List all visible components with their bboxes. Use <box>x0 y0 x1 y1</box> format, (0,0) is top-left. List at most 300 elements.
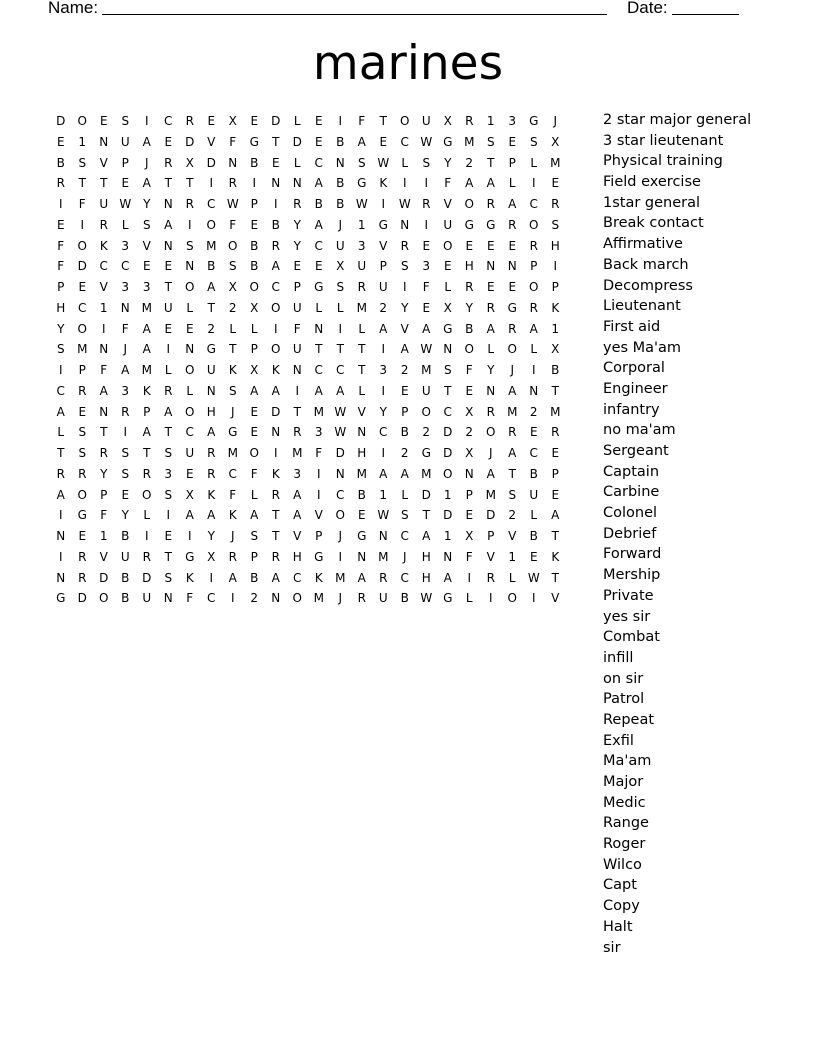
grid-row <box>50 153 566 174</box>
grid-letter: E <box>142 259 151 274</box>
grid-letter: V <box>400 321 409 336</box>
grid-letter: R <box>207 466 216 481</box>
grid-letter: O <box>421 404 431 419</box>
grid-letter: X <box>228 280 237 294</box>
grid-letter: E <box>508 134 517 149</box>
grid-letter: U <box>163 300 173 315</box>
grid-letter: 2 <box>250 591 259 606</box>
grid-letter: U <box>378 280 388 294</box>
grid-letter: J <box>553 114 558 128</box>
grid-row <box>50 173 566 194</box>
grid-letter: T <box>57 446 65 460</box>
grid-letter: G <box>357 529 367 543</box>
grid-letter: U <box>142 591 152 606</box>
grid-letter: R <box>78 466 87 481</box>
grid-letter: N <box>292 176 302 191</box>
grid-letter: 3 <box>142 280 151 294</box>
grid-letter: I <box>338 114 343 128</box>
grid-letter: T <box>444 383 452 398</box>
grid-letter: I <box>531 591 536 606</box>
grid-letter: N <box>314 321 324 336</box>
grid-letter: E <box>56 134 65 149</box>
grid-letter: U <box>529 487 539 502</box>
grid-row <box>50 588 566 609</box>
grid-letter: P <box>315 529 323 543</box>
grid-letter: I <box>209 176 214 191</box>
grid-letter: U <box>357 259 367 274</box>
word-list-item: Affirmative <box>603 236 683 253</box>
grid-letter: N <box>335 155 345 170</box>
grid-letter: I <box>424 217 429 232</box>
grid-letter: C <box>314 155 323 170</box>
grid-letter: I <box>187 529 192 543</box>
grid-letter: H <box>357 446 367 460</box>
grid-letter: Y <box>444 155 452 170</box>
grid-letter: A <box>400 342 409 357</box>
grid-letter: A <box>422 529 431 543</box>
grid-letter: G <box>464 217 474 232</box>
grid-letter: B <box>250 238 259 253</box>
grid-letter: R <box>228 549 237 564</box>
word-list-item: Combat <box>603 629 660 646</box>
grid-letter: D <box>271 404 281 419</box>
grid-letter: M <box>77 342 88 357</box>
grid-letter: K <box>207 487 216 502</box>
word-list-item: Copy <box>603 898 640 915</box>
grid-letter: O <box>185 404 195 419</box>
grid-letter: O <box>292 591 302 606</box>
grid-letter: U <box>206 363 216 377</box>
grid-letter: 1 <box>99 529 108 543</box>
grid-letter: H <box>206 404 216 419</box>
grid-letter: P <box>78 363 86 377</box>
grid-letter: E <box>314 114 323 128</box>
grid-row <box>50 215 566 236</box>
grid-letter: S <box>508 487 517 502</box>
grid-letter: 3 <box>121 383 130 398</box>
grid-letter: N <box>357 549 367 564</box>
grid-letter: D <box>206 155 216 170</box>
grid-letter: I <box>338 321 343 336</box>
grid-letter: A <box>486 321 495 336</box>
grid-letter: E <box>250 217 259 232</box>
grid-letter: L <box>336 300 344 315</box>
grid-letter: E <box>551 446 560 460</box>
grid-letter: I <box>424 176 429 191</box>
grid-letter: D <box>443 446 453 460</box>
grid-letter: P <box>293 280 301 294</box>
grid-letter: 2 <box>529 404 538 419</box>
word-list-item: Halt <box>603 918 633 935</box>
grid-letter: L <box>121 217 129 232</box>
grid-letter: L <box>487 342 495 357</box>
grid-letter: E <box>551 487 560 502</box>
grid-letter: A <box>443 570 452 585</box>
grid-letter: S <box>551 217 560 232</box>
grid-letter: I <box>273 446 278 460</box>
grid-letter: L <box>530 155 538 170</box>
grid-letter: R <box>271 549 280 564</box>
grid-letter: I <box>316 487 321 502</box>
grid-letter: A <box>293 487 302 502</box>
grid-letter: P <box>121 155 129 170</box>
grid-letter: C <box>314 238 323 253</box>
grid-letter: C <box>271 280 280 294</box>
grid-letter: 2 <box>400 363 409 377</box>
grid-letter: V <box>508 529 517 543</box>
grid-letter: I <box>381 446 386 460</box>
word-list-item: Major <box>603 774 644 790</box>
grid-letter: V <box>142 238 151 253</box>
grid-letter: D <box>185 134 195 149</box>
grid-letter: E <box>400 383 409 398</box>
grid-letter: O <box>271 300 281 315</box>
grid-row <box>50 547 566 568</box>
grid-letter: E <box>250 114 259 128</box>
grid-letter: S <box>78 155 87 170</box>
grid-letter: R <box>56 176 65 191</box>
grid-letter: A <box>422 321 431 336</box>
grid-letter: G <box>443 591 453 606</box>
name-label: Name: <box>48 0 99 17</box>
grid-letter: C <box>164 114 173 128</box>
grid-letter: F <box>121 321 129 336</box>
grid-letter: R <box>164 383 173 398</box>
grid-letter: R <box>508 425 517 440</box>
grid-letter: S <box>121 446 130 460</box>
grid-letter: X <box>185 155 194 170</box>
grid-letter: B <box>271 217 280 232</box>
grid-letter: I <box>80 217 85 232</box>
grid-letter: M <box>421 466 432 481</box>
grid-letter: V <box>551 591 560 606</box>
grid-letter: D <box>77 259 87 274</box>
grid-letter: M <box>292 446 303 460</box>
grid-letter: N <box>185 342 195 357</box>
word-list-item: Debrief <box>603 525 657 542</box>
grid-letter: A <box>486 466 495 481</box>
grid-letter: U <box>120 134 130 149</box>
grid-letter: N <box>378 529 388 543</box>
grid-letter: A <box>508 446 517 460</box>
grid-letter: R <box>465 280 474 294</box>
grid-letter: K <box>271 466 280 481</box>
grid-letter: S <box>250 529 259 543</box>
grid-letter: R <box>78 549 87 564</box>
puzzle-title: marines <box>312 36 504 91</box>
grid-letter: W <box>355 197 368 211</box>
grid-letter: L <box>465 591 473 606</box>
grid-letter: P <box>100 487 108 502</box>
word-list-item: Private <box>603 587 654 604</box>
grid-letter: 3 <box>121 280 130 294</box>
grid-letter: E <box>164 259 173 274</box>
grid-letter: C <box>400 529 409 543</box>
grid-letter: J <box>230 529 235 543</box>
grid-letter: O <box>443 238 453 253</box>
grid-letter: J <box>488 446 493 460</box>
grid-letter: A <box>271 383 280 398</box>
grid-letter: O <box>99 591 109 606</box>
grid-letter: A <box>56 404 65 419</box>
grid-letter: H <box>421 570 431 585</box>
grid-letter: F <box>465 549 473 564</box>
grid-letter: R <box>357 280 366 294</box>
grid-letter: L <box>250 487 258 502</box>
grid-letter: H <box>421 549 431 564</box>
grid-letter: Y <box>401 300 409 315</box>
grid-letter: M <box>356 466 367 481</box>
word-list-item: Wilco <box>603 856 642 873</box>
grid-letter: G <box>357 176 367 191</box>
grid-row <box>50 256 566 277</box>
grid-letter: A <box>207 425 216 440</box>
grid-letter: F <box>229 487 237 502</box>
grid-letter: A <box>529 321 538 336</box>
grid-letter: K <box>271 363 280 377</box>
grid-letter: N <box>271 176 281 191</box>
grid-letter: I <box>553 259 558 274</box>
grid-letter: A <box>56 487 65 502</box>
grid-letter: N <box>443 342 453 357</box>
word-list-item: Forward <box>603 546 662 563</box>
grid-letter: S <box>78 446 87 460</box>
grid-letter: M <box>141 363 152 377</box>
grid-letter: B <box>357 487 366 502</box>
grid-letter: W <box>420 591 433 606</box>
grid-letter: C <box>529 197 538 211</box>
grid-letter: 1 <box>379 487 388 502</box>
grid-letter: E <box>99 114 108 128</box>
grid-letter: I <box>467 570 472 585</box>
grid-letter: O <box>249 280 259 294</box>
grid-letter: E <box>529 425 538 440</box>
grid-letter: I <box>531 176 536 191</box>
grid-letter: B <box>250 155 259 170</box>
word-list-item: Decompress <box>603 277 693 294</box>
grid-letter: N <box>271 591 281 606</box>
grid-letter: E <box>465 383 474 398</box>
grid-letter: E <box>164 529 173 543</box>
grid-letter: J <box>123 342 128 357</box>
grid-letter: O <box>77 321 87 336</box>
word-list <box>603 110 751 958</box>
grid-letter: D <box>271 114 281 128</box>
grid-letter: O <box>335 508 345 523</box>
name-blank-line[interactable] <box>102 14 607 15</box>
grid-letter: O <box>271 342 281 357</box>
grid-letter: D <box>292 134 302 149</box>
grid-letter: 3 <box>293 466 302 481</box>
grid-row <box>50 422 566 443</box>
grid-letter: X <box>465 446 474 460</box>
grid-letter: T <box>358 363 366 377</box>
word-list-item: Physical training <box>603 153 723 170</box>
grid-letter: H <box>56 300 66 315</box>
grid-letter: D <box>77 591 87 606</box>
grid-letter: A <box>379 466 388 481</box>
grid-letter: Y <box>379 404 387 419</box>
grid-letter: O <box>228 238 238 253</box>
grid-letter: H <box>550 238 560 253</box>
grid-letter: B <box>121 591 130 606</box>
grid-letter: S <box>400 508 409 523</box>
grid-letter: C <box>228 466 237 481</box>
grid-letter: I <box>123 425 128 440</box>
grid-letter: N <box>443 549 453 564</box>
grid-row <box>50 236 566 257</box>
grid-letter: U <box>421 114 431 128</box>
grid-letter: I <box>381 342 386 357</box>
grid-letter: E <box>78 404 87 419</box>
grid-letter: 3 <box>164 466 173 481</box>
grid-letter: N <box>529 383 539 398</box>
grid-letter: A <box>121 363 130 377</box>
grid-letter: D <box>335 446 345 460</box>
grid-letter: 2 <box>508 508 517 523</box>
grid-letter: I <box>338 549 343 564</box>
grid-letter: I <box>402 280 407 294</box>
grid-letter: F <box>444 176 452 191</box>
grid-letter: E <box>78 280 87 294</box>
grid-letter: S <box>164 446 173 460</box>
grid-letter: L <box>293 114 301 128</box>
grid-letter: T <box>143 446 151 460</box>
grid-letter: R <box>99 446 108 460</box>
grid-letter: E <box>121 176 130 191</box>
grid-letter: X <box>336 259 345 274</box>
grid-letter: G <box>249 134 259 149</box>
grid-letter: L <box>358 383 366 398</box>
grid-letter: I <box>273 321 278 336</box>
grid-row <box>50 194 566 215</box>
grid-letter: L <box>57 425 65 440</box>
grid-letter: K <box>551 549 560 564</box>
grid-letter: L <box>508 176 516 191</box>
grid-letter: I <box>166 508 171 523</box>
grid-letter: H <box>464 259 474 274</box>
grid-letter: N <box>99 404 109 419</box>
grid-letter: T <box>164 176 172 191</box>
grid-letter: R <box>293 425 302 440</box>
grid-letter: S <box>228 259 237 274</box>
grid-letter: S <box>142 217 151 232</box>
grid-letter: S <box>529 134 538 149</box>
grid-letter: N <box>400 217 410 232</box>
grid-letter: N <box>99 342 109 357</box>
grid-letter: M <box>141 300 152 315</box>
grid-row <box>50 277 566 298</box>
grid-letter: A <box>400 466 409 481</box>
grid-letter: B <box>465 321 474 336</box>
word-list-item: First aid <box>603 318 661 335</box>
grid-letter: L <box>164 363 172 377</box>
date-blank-line[interactable] <box>672 14 739 15</box>
grid-letter: I <box>58 549 63 564</box>
word-list-item: on sir <box>603 670 644 687</box>
grid-letter: N <box>292 363 302 377</box>
grid-letter: S <box>185 238 194 253</box>
grid-letter: Y <box>293 217 301 232</box>
grid-letter: X <box>551 134 560 149</box>
grid-letter: O <box>529 217 539 232</box>
grid-letter: A <box>164 404 173 419</box>
word-list-item: Ma'am <box>603 753 652 770</box>
grid-letter: B <box>336 197 345 211</box>
grid-letter: B <box>551 363 560 377</box>
grid-letter: D <box>443 425 453 440</box>
grid-letter: E <box>121 487 130 502</box>
grid-letter: A <box>379 321 388 336</box>
grid-row <box>50 485 566 506</box>
word-list-item: Sergeant <box>603 443 669 459</box>
grid-letter: A <box>207 508 216 523</box>
grid-letter: D <box>56 114 66 128</box>
grid-letter: U <box>292 300 302 315</box>
letter-grid <box>50 111 566 609</box>
grid-letter: G <box>443 321 453 336</box>
grid-letter: R <box>486 300 495 315</box>
grid-letter: R <box>486 197 495 211</box>
grid-letter: R <box>228 176 237 191</box>
word-list-item: Corporal <box>603 360 665 377</box>
grid-row <box>50 339 566 360</box>
word-list-item: infantry <box>603 401 660 418</box>
grid-letter: O <box>77 114 87 128</box>
grid-letter: E <box>486 280 495 294</box>
grid-letter: V <box>293 529 302 543</box>
grid-letter: F <box>186 591 194 606</box>
grid-letter: G <box>529 114 539 128</box>
grid-letter: G <box>314 549 324 564</box>
grid-letter: I <box>381 197 386 211</box>
grid-letter: S <box>164 487 173 502</box>
grid-letter: U <box>120 549 130 564</box>
grid-letter: Y <box>465 300 473 315</box>
word-list-item: Repeat <box>603 711 655 728</box>
grid-letter: M <box>550 404 561 419</box>
grid-letter: J <box>230 404 235 419</box>
grid-letter: B <box>400 425 409 440</box>
grid-letter: I <box>58 508 63 523</box>
grid-letter: V <box>99 280 108 294</box>
grid-letter: S <box>121 114 130 128</box>
grid-letter: I <box>101 321 106 336</box>
grid-letter: X <box>185 487 194 502</box>
grid-letter: W <box>527 570 540 585</box>
grid-letter: T <box>164 425 172 440</box>
grid-letter: O <box>185 280 195 294</box>
grid-letter: V <box>99 549 108 564</box>
grid-letter: P <box>508 155 516 170</box>
grid-letter: O <box>77 487 87 502</box>
grid-letter: W <box>398 197 411 211</box>
grid-row <box>50 298 566 319</box>
grid-letter: O <box>529 280 539 294</box>
grid-letter: C <box>99 259 108 274</box>
grid-letter: P <box>487 529 495 543</box>
grid-letter: N <box>206 383 216 398</box>
grid-letter: T <box>358 342 366 357</box>
grid-letter: E <box>250 404 259 419</box>
grid-letter: M <box>356 300 367 315</box>
grid-letter: R <box>465 114 474 128</box>
grid-letter: 1 <box>443 529 452 543</box>
grid-letter: T <box>100 425 108 440</box>
grid-letter: T <box>487 155 495 170</box>
grid-letter: T <box>272 134 280 149</box>
grid-letter: X <box>250 363 259 377</box>
